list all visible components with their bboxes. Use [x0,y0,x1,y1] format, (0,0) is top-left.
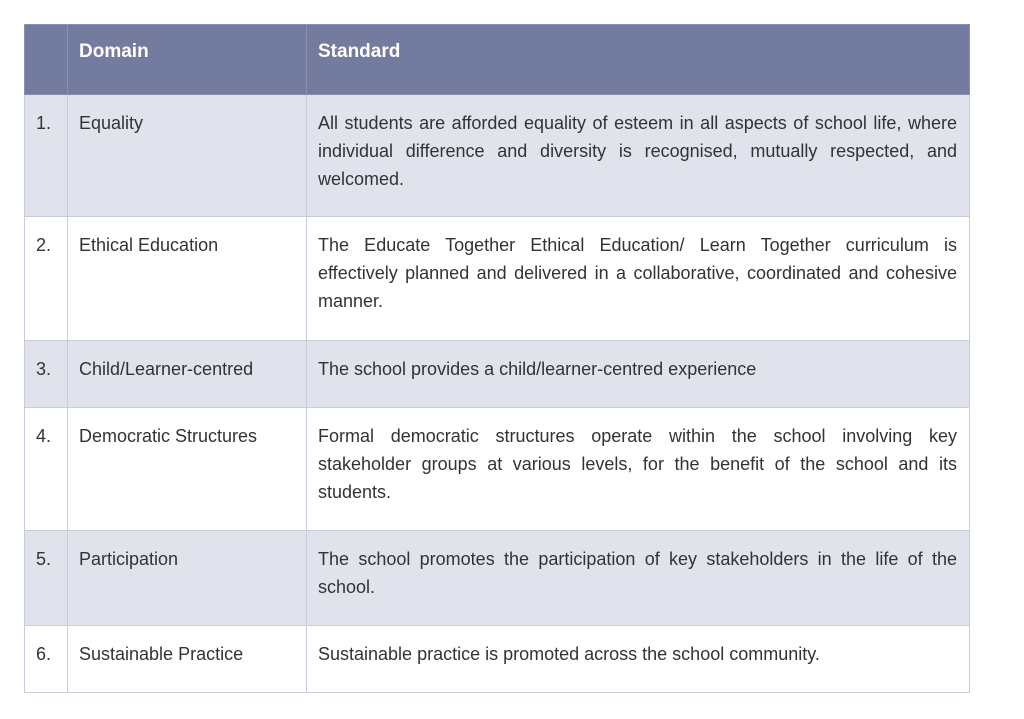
row-number: 4. [25,408,68,531]
header-row [25,25,970,95]
row-number: 6. [25,626,68,693]
header-domain: Domain [68,25,307,95]
header-number [25,25,68,95]
row-domain: Participation [68,531,307,626]
table-body [25,95,970,693]
row-domain: Sustainable Practice [68,626,307,693]
domain-standards-table [24,24,970,693]
row-standard: All students are afforded equality of esteem in all aspects of school life, where individual difference and diversity is recognised, mutually respected, and welcomed. [307,95,970,217]
table-row [25,341,970,408]
row-standard: The Educate Together Ethical Education/ Learn Together curriculum is effectively planned and delivered in a collaborative, coordinated and cohesive manner. [307,217,970,341]
table-row [25,531,970,626]
row-number: 1. [25,95,68,217]
row-number: 3. [25,341,68,408]
row-standard: Formal democratic structures operate within the school involving key stakeholder groups at various levels, for the benefit of the school and its students. [307,408,970,531]
header-standard: Standard [307,25,970,95]
row-domain: Ethical Education [68,217,307,341]
row-number: 2. [25,217,68,341]
table-row [25,95,970,217]
row-standard: The school provides a child/learner-centred experience [307,341,970,408]
row-domain: Child/Learner-centred [68,341,307,408]
row-domain: Democratic Structures [68,408,307,531]
table-header [25,25,970,95]
table-row [25,217,970,341]
standards-table-container [24,24,969,693]
row-domain: Equality [68,95,307,217]
row-number: 5. [25,531,68,626]
row-standard: The school promotes the participation of key stakeholders in the life of the school. [307,531,970,626]
table-row [25,626,970,693]
table-row [25,408,970,531]
row-standard: Sustainable practice is promoted across the school community. [307,626,970,693]
